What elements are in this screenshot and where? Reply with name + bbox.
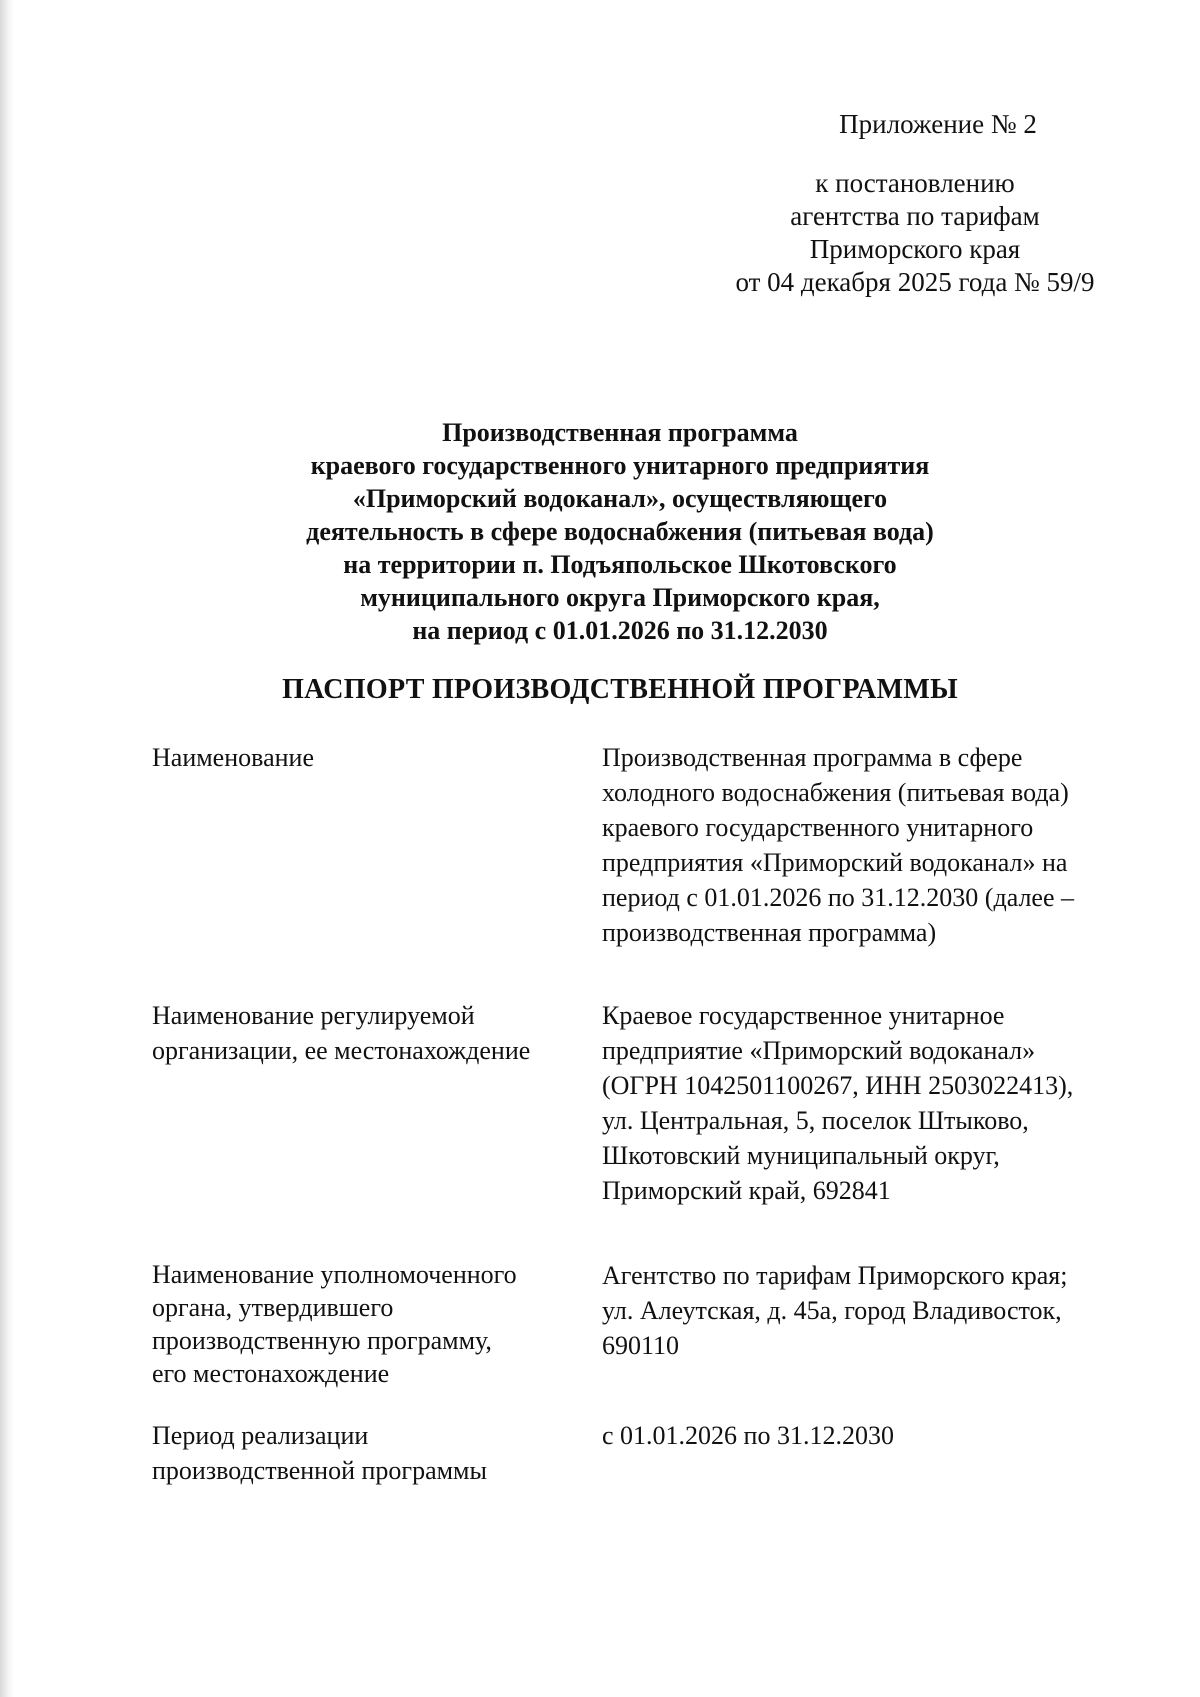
value-line: 690110 <box>602 1331 680 1360</box>
title-line: «Приморский водоканал», осуществляющего <box>352 484 888 513</box>
passport-table <box>152 740 1132 1488</box>
value-line: Приморский край, 692841 <box>602 1176 891 1205</box>
header-line: Приморского края <box>809 234 1021 264</box>
scan-edge-shadow <box>0 0 14 1697</box>
row-value <box>602 998 1132 1208</box>
label-line: Наименование уполномоченного <box>152 1260 517 1289</box>
title-line: Производственная программа <box>442 418 798 447</box>
title-line: на территории п. Подъяпольское Шкотовского <box>343 550 897 579</box>
value-line: ул. Центральная, 5, поселок Штыково, <box>602 1106 1029 1135</box>
value-line: Шкотовский муниципальный округ, <box>602 1141 1000 1170</box>
passport-row-organization <box>152 998 1132 1208</box>
value-line: период с 01.01.2026 по 31.12.2030 (далее – <box>602 883 1075 912</box>
title-line: муниципального округа Приморского края, <box>360 583 880 612</box>
row-value <box>602 740 1132 950</box>
label-line: производственную программу, <box>152 1326 492 1355</box>
label-line: производственной программы <box>152 1456 487 1485</box>
row-value <box>602 1258 1132 1390</box>
header-line: от 04 декабря 2025 года № 59/9 <box>735 267 1095 297</box>
value-line: производственная программа) <box>602 918 937 947</box>
title-line: краевого государственного унитарного предприятия <box>310 451 930 480</box>
label-line: Период реализации <box>152 1421 369 1450</box>
label-line: Наименование <box>152 743 314 772</box>
value-line: (ОГРН 1042501100267, ИНН 2503022413), <box>602 1071 1074 1100</box>
label-line: организации, ее местонахождение <box>152 1036 531 1065</box>
appendix-header <box>730 108 1100 299</box>
label-line: Наименование регулируемой <box>152 1001 475 1030</box>
row-label <box>152 1258 602 1390</box>
header-line: к постановлению <box>815 168 1015 198</box>
value-line: Краевое государственное унитарное <box>602 1001 1005 1030</box>
row-label <box>152 1418 602 1488</box>
passport-row-authority <box>152 1258 1132 1390</box>
value-line: Производственная программа в сфере <box>602 743 1023 772</box>
value-line: предприятия «Приморский водоканал» на <box>602 848 1068 877</box>
appendix-number: Приложение № 2 <box>839 109 1037 139</box>
passport-row-name <box>152 740 1132 950</box>
label-line: органа, утвердившего <box>152 1293 394 1322</box>
value-line: с 01.01.2026 по 31.12.2030 <box>602 1421 894 1450</box>
value-line: ул. Алеутская, д. 45а, город Владивосток, <box>602 1296 1062 1325</box>
label-line: его местонахождение <box>152 1359 390 1388</box>
header-line: агентства по тарифам <box>790 201 1040 231</box>
title-line: деятельность в сфере водоснабжения (питьевая вода) <box>306 517 934 546</box>
value-line: предприятие «Приморский водоканал» <box>602 1036 1036 1065</box>
row-label <box>152 998 602 1208</box>
row-value <box>602 1418 1132 1488</box>
document-title <box>200 416 1040 647</box>
row-label <box>152 740 602 950</box>
value-line: холодного водоснабжения (питьевая вода) <box>602 778 1069 807</box>
title-line: на период с 01.01.2026 по 31.12.2030 <box>412 616 828 645</box>
passport-row-period <box>152 1418 1132 1488</box>
value-line: Агентство по тарифам Приморского края; <box>602 1261 1068 1290</box>
value-line: краевого государственного унитарного <box>602 813 1034 842</box>
passport-heading: ПАСПОРТ ПРОИЗВОДСТВЕННОЙ ПРОГРАММЫ <box>282 674 958 705</box>
